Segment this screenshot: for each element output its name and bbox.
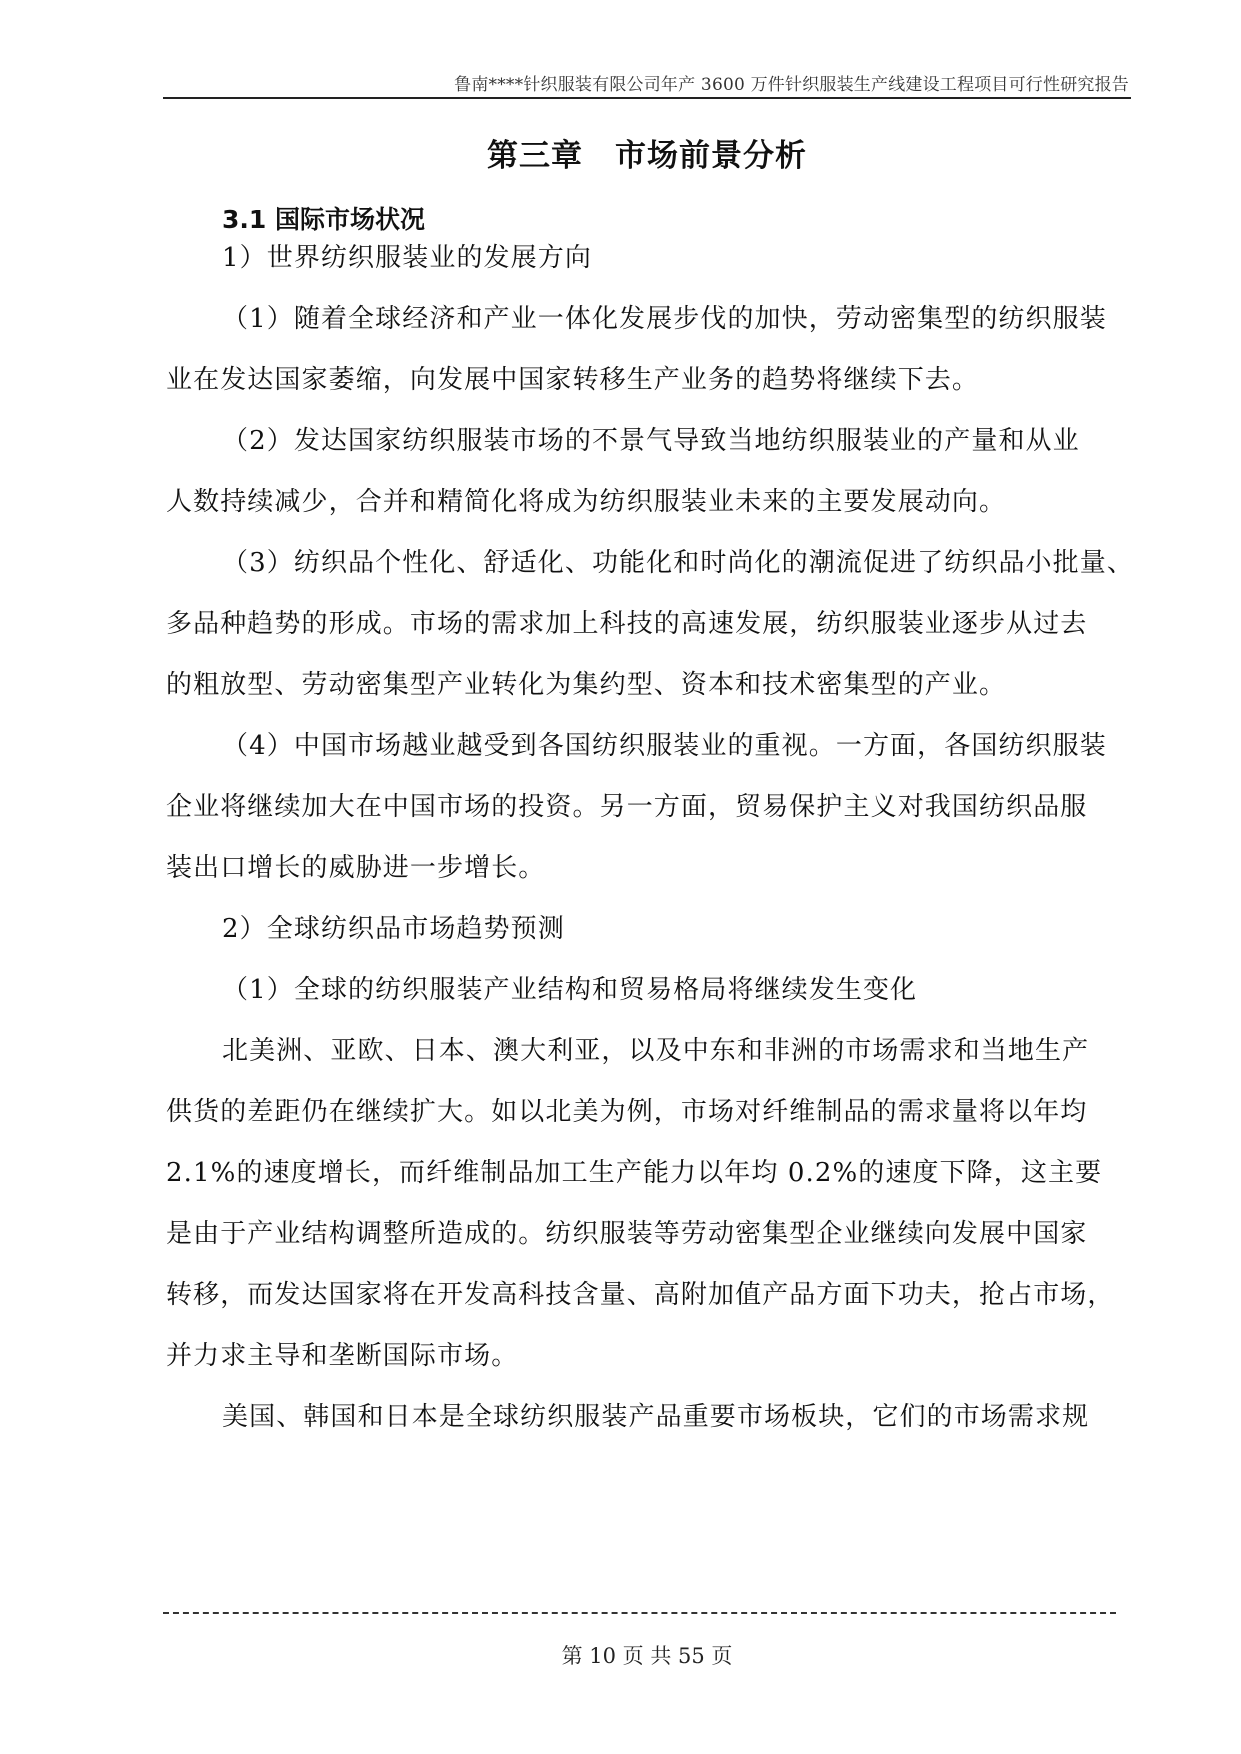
body-line: 并力求主导和垄断国际市场。: [166, 1341, 519, 1371]
body-line: （2）发达国家纺织服装市场的不景气导致当地纺织服装业的产量和从业: [222, 426, 1080, 456]
body-line: 多品种趋势的形成。市场的需求加上科技的高速发展，纺织服装业逐步从过去: [166, 609, 1088, 639]
body-line: （3）纺织品个性化、舒适化、功能化和时尚化的潮流促进了纺织品小批量、: [222, 548, 1134, 578]
footer-divider: [163, 1612, 1116, 1614]
page-number: 第 10 页 共 55 页: [561, 1644, 733, 1668]
body-line: 转移，而发达国家将在开发高科技含量、高附加值产品方面下功夫，抢占市场，: [166, 1280, 1115, 1310]
body-line: 美国、韩国和日本是全球纺织服装产品重要市场板块，它们的市场需求规: [222, 1402, 1090, 1432]
body-line: （1）全球的纺织服装产业结构和贸易格局将继续发生变化: [222, 975, 918, 1005]
section-title: 3.1 国际市场状况: [222, 205, 425, 234]
body-line: 供货的差距仍在继续扩大。如以北美为例，市场对纤维制品的需求量将以年均: [166, 1097, 1088, 1127]
body-line: 1）世界纺织服装业的发展方向: [222, 243, 592, 273]
body-line: 2）全球纺织品市场趋势预测: [222, 914, 565, 944]
body-line: 企业将继续加大在中国市场的投资。另一方面，贸易保护主义对我国纺织品服: [166, 792, 1088, 822]
body-line: 装出口增长的威胁进一步增长。: [166, 853, 546, 883]
body-line: 业在发达国家萎缩，向发展中国家转移生产业务的趋势将继续下去。: [166, 365, 980, 395]
header-divider: [163, 97, 1131, 99]
body-line: 是由于产业结构调整所造成的。纺织服装等劳动密集型企业继续向发展中国家: [166, 1219, 1088, 1249]
body-line: （4）中国市场越业越受到各国纺织服装业的重视。一方面，各国纺织服装: [222, 731, 1107, 761]
running-header: 鲁南****针织服装有限公司年产 3600 万件针织服装生产线建设工程项目可行性研究报告: [454, 75, 1129, 95]
body-line: 2.1%的速度增长，而纤维制品加工生产能力以年均 0.2%的速度下降，这主要: [166, 1158, 1103, 1188]
chapter-title: 第三章 市场前景分析: [487, 138, 807, 174]
body-line: 的粗放型、劳动密集型产业转化为集约型、资本和技术密集型的产业。: [166, 670, 1007, 700]
body-line: 北美洲、亚欧、日本、澳大利亚，以及中东和非洲的市场需求和当地生产: [222, 1036, 1090, 1066]
body-line: （1）随着全球经济和产业一体化发展步伐的加快，劳动密集型的纺织服装: [222, 304, 1107, 334]
body-line: 人数持续减少，合并和精简化将成为纺织服装业未来的主要发展动向。: [166, 487, 1007, 517]
